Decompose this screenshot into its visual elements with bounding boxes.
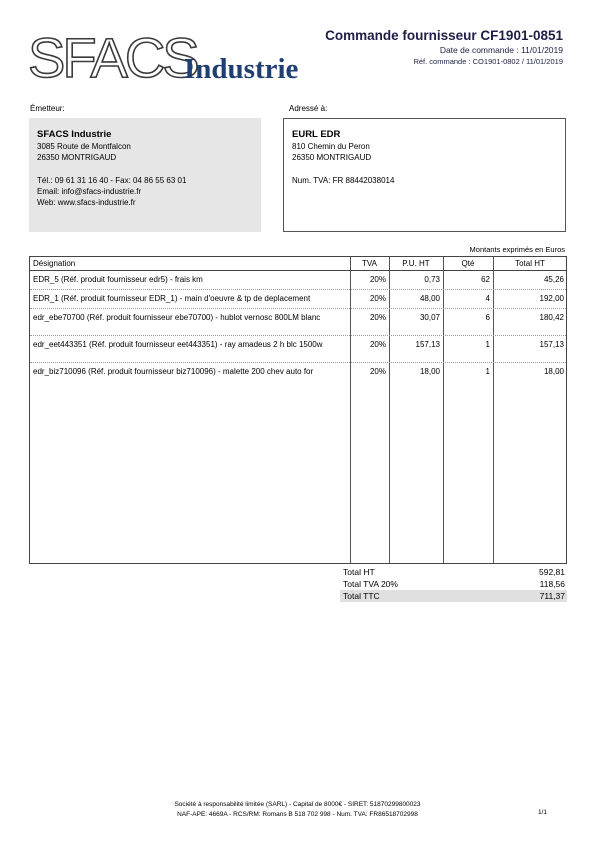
recipient-address-2: 26350 MONTRIGAUD — [292, 153, 372, 162]
recipient-address-1: 810 Chemin du Peron — [292, 142, 370, 151]
row-unit-price: 157,13 — [415, 340, 440, 349]
header-quantity: Qté — [461, 259, 475, 268]
table-row — [30, 336, 566, 363]
row-total: 180,42 — [539, 313, 564, 322]
table-row — [30, 309, 566, 336]
row-unit-price: 48,00 — [419, 294, 440, 303]
total-ttc-value: 711,37 — [539, 591, 565, 601]
row-total: 192,00 — [539, 294, 564, 303]
row-total: 45,26 — [543, 275, 564, 284]
row-tva: 20% — [369, 367, 386, 376]
row-tva: 20% — [369, 294, 386, 303]
total-ht-row — [340, 566, 567, 578]
items-table — [29, 256, 567, 564]
header-total: Total HT — [515, 259, 545, 268]
footer-line-2: NAF-APE: 4669A - RCS/RM: Romans B 518 702 998 - Num. TVA: FR86518702998 — [177, 811, 418, 818]
row-quantity: 6 — [485, 313, 490, 322]
table-row — [30, 363, 566, 382]
recipient-box — [283, 118, 566, 232]
logo-industrie-text: Industrie — [184, 53, 299, 85]
row-designation: EDR_5 (Réf. produit fournisseur edr5) - frais km — [33, 275, 203, 284]
total-ttc-label: Total TTC — [343, 591, 380, 601]
total-ht-label: Total HT — [343, 567, 375, 577]
sender-name: SFACS Industrie — [37, 129, 112, 140]
recipient-vat: Num. TVA: FR 88442038014 — [292, 176, 395, 185]
row-unit-price: 0,73 — [424, 275, 440, 284]
company-logo — [28, 26, 318, 90]
row-designation: edr_ebe70700 (Réf. produit fournisseur ebe70700) - hublot vernosc 800LM blanc — [33, 313, 321, 322]
row-designation: edr_biz710096 (Réf. produit fournisseur biz710096) - malette 200 chev auto for — [33, 367, 314, 376]
order-reference: Réf. commande : CO1901-0802 / 11/01/2019 — [413, 57, 563, 66]
total-ht-value: 592,81 — [539, 567, 565, 577]
sender-address-1: 3085 Route de Montfalcon — [37, 142, 131, 151]
currency-note: Montants exprimés en Euros — [469, 245, 565, 254]
row-tva: 20% — [369, 275, 386, 284]
total-tva-row — [340, 578, 567, 590]
order-date: Date de commande : 11/01/2019 — [439, 45, 563, 55]
legal-footer — [0, 800, 595, 820]
header-unit-price: P.U. HT — [402, 259, 430, 268]
row-quantity: 62 — [481, 275, 490, 284]
table-header — [30, 257, 566, 271]
header-designation: Désignation — [33, 259, 76, 268]
row-tva: 20% — [369, 340, 386, 349]
document-title: Commande fournisseur CF1901-0851 — [325, 28, 563, 43]
sender-email: Email: info@sfacs-industrie.fr — [37, 187, 142, 196]
sender-web: Web: www.sfacs-industrie.fr — [37, 198, 136, 207]
recipient-name: EURL EDR — [292, 129, 341, 140]
total-tva-value: 118,56 — [539, 579, 565, 589]
row-tva: 20% — [369, 313, 386, 322]
table-row — [30, 271, 566, 290]
recipient-label: Adressé à: — [289, 104, 328, 113]
header-tva: TVA — [362, 259, 377, 268]
footer-line-1: Société à responsabilité limitée (SARL) - Capital de 8000€ - SIRET: 51870299800023 — [174, 801, 421, 808]
table-row — [30, 290, 566, 309]
sender-phone-fax: Tél.: 09 61 31 16 40 - Fax: 04 86 55 63 01 — [37, 176, 187, 185]
sender-label: Émetteur: — [30, 104, 65, 113]
total-tva-label: Total TVA 20% — [343, 579, 398, 589]
sender-address-2: 26350 MONTRIGAUD — [37, 153, 117, 162]
row-total: 157,13 — [539, 340, 564, 349]
row-unit-price: 18,00 — [419, 367, 440, 376]
row-quantity: 1 — [485, 367, 490, 376]
row-unit-price: 30,07 — [419, 313, 440, 322]
row-quantity: 1 — [485, 340, 490, 349]
sender-box — [29, 118, 261, 232]
logo-sfacs-text: SFACS — [28, 26, 197, 89]
row-total: 18,00 — [543, 367, 564, 376]
page-number: 1/1 — [537, 809, 547, 816]
row-quantity: 4 — [485, 294, 490, 303]
total-ttc-row — [340, 590, 567, 602]
row-designation: EDR_1 (Réf. produit fournisseur EDR_1) - main d'oeuvre & tp de deplacement — [33, 294, 311, 303]
totals-block — [340, 566, 567, 602]
row-designation: edr_eet443351 (Réf. produit fournisseur eet443351) - ray amadeus 2 h blc 1500w — [33, 340, 323, 349]
